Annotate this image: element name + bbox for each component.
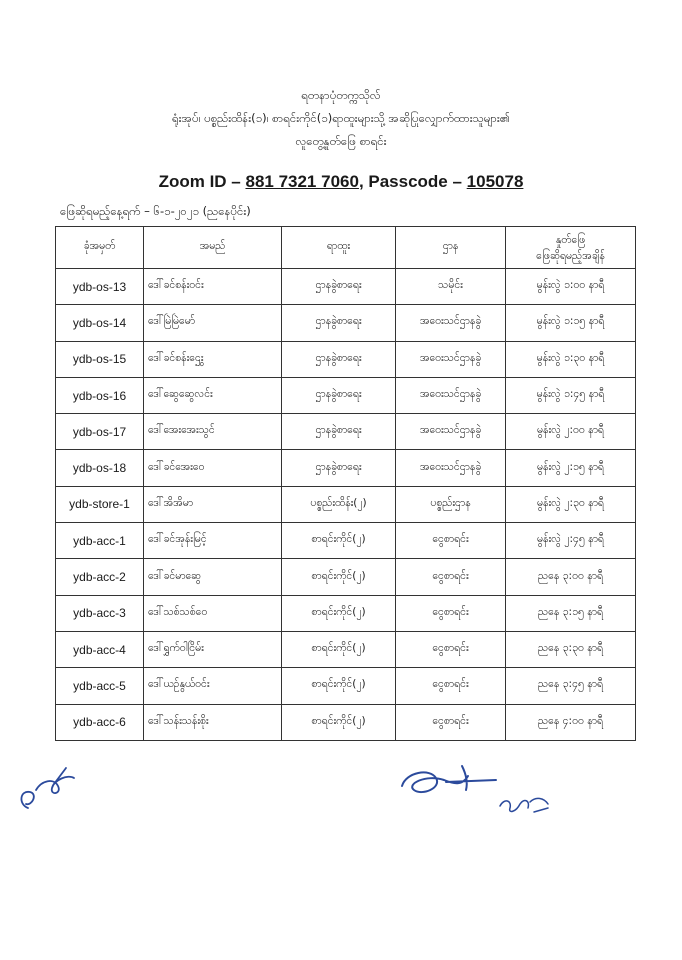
time-cell: မွန်းလွဲ ၂:၁၅ နာရီ	[506, 450, 636, 486]
header-roll: ခုံအမှတ်	[56, 227, 144, 269]
table-row	[56, 450, 636, 486]
table-row	[56, 377, 636, 413]
time-cell: ညနေ ၃:၄၅ နာရီ	[506, 668, 636, 704]
roll-cell: ydb-os-18	[56, 450, 144, 486]
department-cell: ငွေစာရင်း	[396, 668, 506, 704]
header-time-line2: ဖြေဆိုရမည့်အချိန်	[536, 249, 605, 262]
name-cell: ဒေါ်သန်းသန်းစိုး	[144, 704, 282, 740]
table-row	[56, 305, 636, 341]
roll-cell: ydb-acc-2	[56, 559, 144, 595]
department-cell: သမိုင်း	[396, 269, 506, 305]
table-row	[56, 668, 636, 704]
name-cell: ဒေါ်ရွှက်ဝါငြိမ်း	[144, 631, 282, 667]
name-cell: ဒေါ်အေးအေးသွင်	[144, 414, 282, 450]
table-row	[56, 414, 636, 450]
table-row	[56, 595, 636, 631]
zoom-id: 881 7321 7060	[245, 172, 359, 191]
name-cell: ဒေါ်အိအိမာ	[144, 486, 282, 522]
center-signature	[396, 756, 506, 806]
table-row	[56, 486, 636, 522]
table-row	[56, 631, 636, 667]
time-cell: မွန်းလွဲ ၂:၃၀ နာရီ	[506, 486, 636, 522]
department-cell: ငွေစာရင်း	[396, 704, 506, 740]
name-cell: ဒေါ်သစ်သစ်ဝေ	[144, 595, 282, 631]
roll-cell: ydb-os-14	[56, 305, 144, 341]
right-signature	[494, 786, 556, 822]
position-cell: ဌာနခွဲစာရေး	[282, 269, 396, 305]
department-cell: ငွေစာရင်း	[396, 559, 506, 595]
name-cell: ဒေါ်ခင်မာဆွေ	[144, 559, 282, 595]
name-cell: ဒေါ်ယဉ်နွယ်ဝင်း	[144, 668, 282, 704]
name-cell: ဒေါ်ဆွေဆွေလင်း	[144, 377, 282, 413]
department-cell: အဝေးသင်ဌာနခွဲ	[396, 414, 506, 450]
time-cell: မွန်းလွဲ ၂:၀၀ နာရီ	[506, 414, 636, 450]
zoom-label: Zoom ID –	[158, 172, 246, 191]
department-cell: အဝေးသင်ဌာနခွဲ	[396, 377, 506, 413]
time-cell: မွန်းလွဲ ၁:၁၅ နာရီ	[506, 305, 636, 341]
roll-cell: ydb-os-16	[56, 377, 144, 413]
name-cell: ဒေါ်ခင်စန်းဌွေး	[144, 341, 282, 377]
time-cell: ညနေ ၄:၀၀ နာရီ	[506, 704, 636, 740]
header-position: ရာထူး	[282, 227, 396, 269]
position-cell: ဌာနခွဲစာရေး	[282, 341, 396, 377]
table-row	[56, 523, 636, 559]
name-cell: ဒေါ်ခင်အေးဝေ	[144, 450, 282, 486]
roll-cell: ydb-acc-4	[56, 631, 144, 667]
department-cell: ငွေစာရင်း	[396, 595, 506, 631]
roll-cell: ydb-os-17	[56, 414, 144, 450]
position-cell: စာရင်းကိုင်(၂)	[282, 523, 396, 559]
roll-cell: ydb-acc-1	[56, 523, 144, 559]
passcode-label: , Passcode –	[358, 172, 467, 191]
table-row	[56, 269, 636, 305]
department-cell: ပစ္စည်းဌာန	[396, 486, 506, 522]
zoom-info	[0, 172, 682, 192]
time-cell: ညနေ ၃:၀၀ နာရီ	[506, 559, 636, 595]
candidate-table	[55, 226, 636, 741]
position-cell: စာရင်းကိုင်(၂)	[282, 559, 396, 595]
time-cell: ညနေ ၃:၃၀ နာရီ	[506, 631, 636, 667]
table-row	[56, 341, 636, 377]
roll-cell: ydb-acc-6	[56, 704, 144, 740]
position-cell: စာရင်းကိုင်(၂)	[282, 631, 396, 667]
time-cell: မွန်းလွဲ ၁:၀၀ နာရီ	[506, 269, 636, 305]
department-cell: ငွေစာရင်း	[396, 523, 506, 559]
left-signature	[14, 760, 94, 820]
name-cell: ဒေါ်ခင်အုန်းမြင့်	[144, 523, 282, 559]
roll-cell: ydb-os-13	[56, 269, 144, 305]
time-cell: မွန်းလွဲ ၁:၄၅ နာရီ	[506, 377, 636, 413]
document-title: ရုံးအုပ်၊ ပစ္စည်းထိန်း(၁)၊ စာရင်းကိုင်(၁)ရာထူးများသို့ အဆိုပြုလျှောက်ထားသူများ၏	[171, 111, 511, 125]
roll-cell: ydb-store-1	[56, 486, 144, 522]
exam-date: ဖြေဆိုရမည့်နေ့ရက် – ၆-၁-၂၀၂၁ (ညနေပိုင်း)	[60, 204, 251, 218]
name-cell: ဒေါ်ခင်စန်းဝင်း	[144, 269, 282, 305]
position-cell: ဌာနခွဲစာရေး	[282, 450, 396, 486]
header-name: အမည်	[144, 227, 282, 269]
table-header-row	[56, 227, 636, 269]
roll-cell: ydb-acc-3	[56, 595, 144, 631]
header-time-line1: နှုတ်ဖြေ	[555, 233, 586, 246]
document-header	[0, 84, 682, 153]
position-cell: ဌာနခွဲစာရေး	[282, 414, 396, 450]
roll-cell: ydb-os-15	[56, 341, 144, 377]
header-time	[506, 227, 636, 269]
department-cell: အဝေးသင်ဌာနခွဲ	[396, 305, 506, 341]
position-cell: ပစ္စည်းထိန်း(၂)	[282, 486, 396, 522]
header-department: ဌာန	[396, 227, 506, 269]
passcode: 105078	[466, 172, 524, 191]
table-row	[56, 559, 636, 595]
position-cell: စာရင်းကိုင်(၂)	[282, 704, 396, 740]
document-subtitle: လူတွေ့နှုတ်ဖြေ စာရင်း	[295, 134, 387, 148]
department-cell: အဝေးသင်ဌာနခွဲ	[396, 341, 506, 377]
position-cell: စာရင်းကိုင်(၂)	[282, 668, 396, 704]
time-cell: ညနေ ၃:၁၅ နာရီ	[506, 595, 636, 631]
roll-cell: ydb-acc-5	[56, 668, 144, 704]
time-cell: မွန်းလွဲ ၁:၃၀ နာရီ	[506, 341, 636, 377]
department-cell: ငွေစာရင်း	[396, 631, 506, 667]
university-name: ရတနာပုံတက္ကသိုလ်	[301, 88, 381, 102]
position-cell: ဌာနခွဲစာရေး	[282, 377, 396, 413]
position-cell: ဌာနခွဲစာရေး	[282, 305, 396, 341]
position-cell: စာရင်းကိုင်(၂)	[282, 595, 396, 631]
table-row	[56, 704, 636, 740]
name-cell: ဒေါ်မြဲမြဲမော်	[144, 305, 282, 341]
department-cell: အဝေးသင်ဌာနခွဲ	[396, 450, 506, 486]
time-cell: မွန်းလွဲ ၂:၄၅ နာရီ	[506, 523, 636, 559]
